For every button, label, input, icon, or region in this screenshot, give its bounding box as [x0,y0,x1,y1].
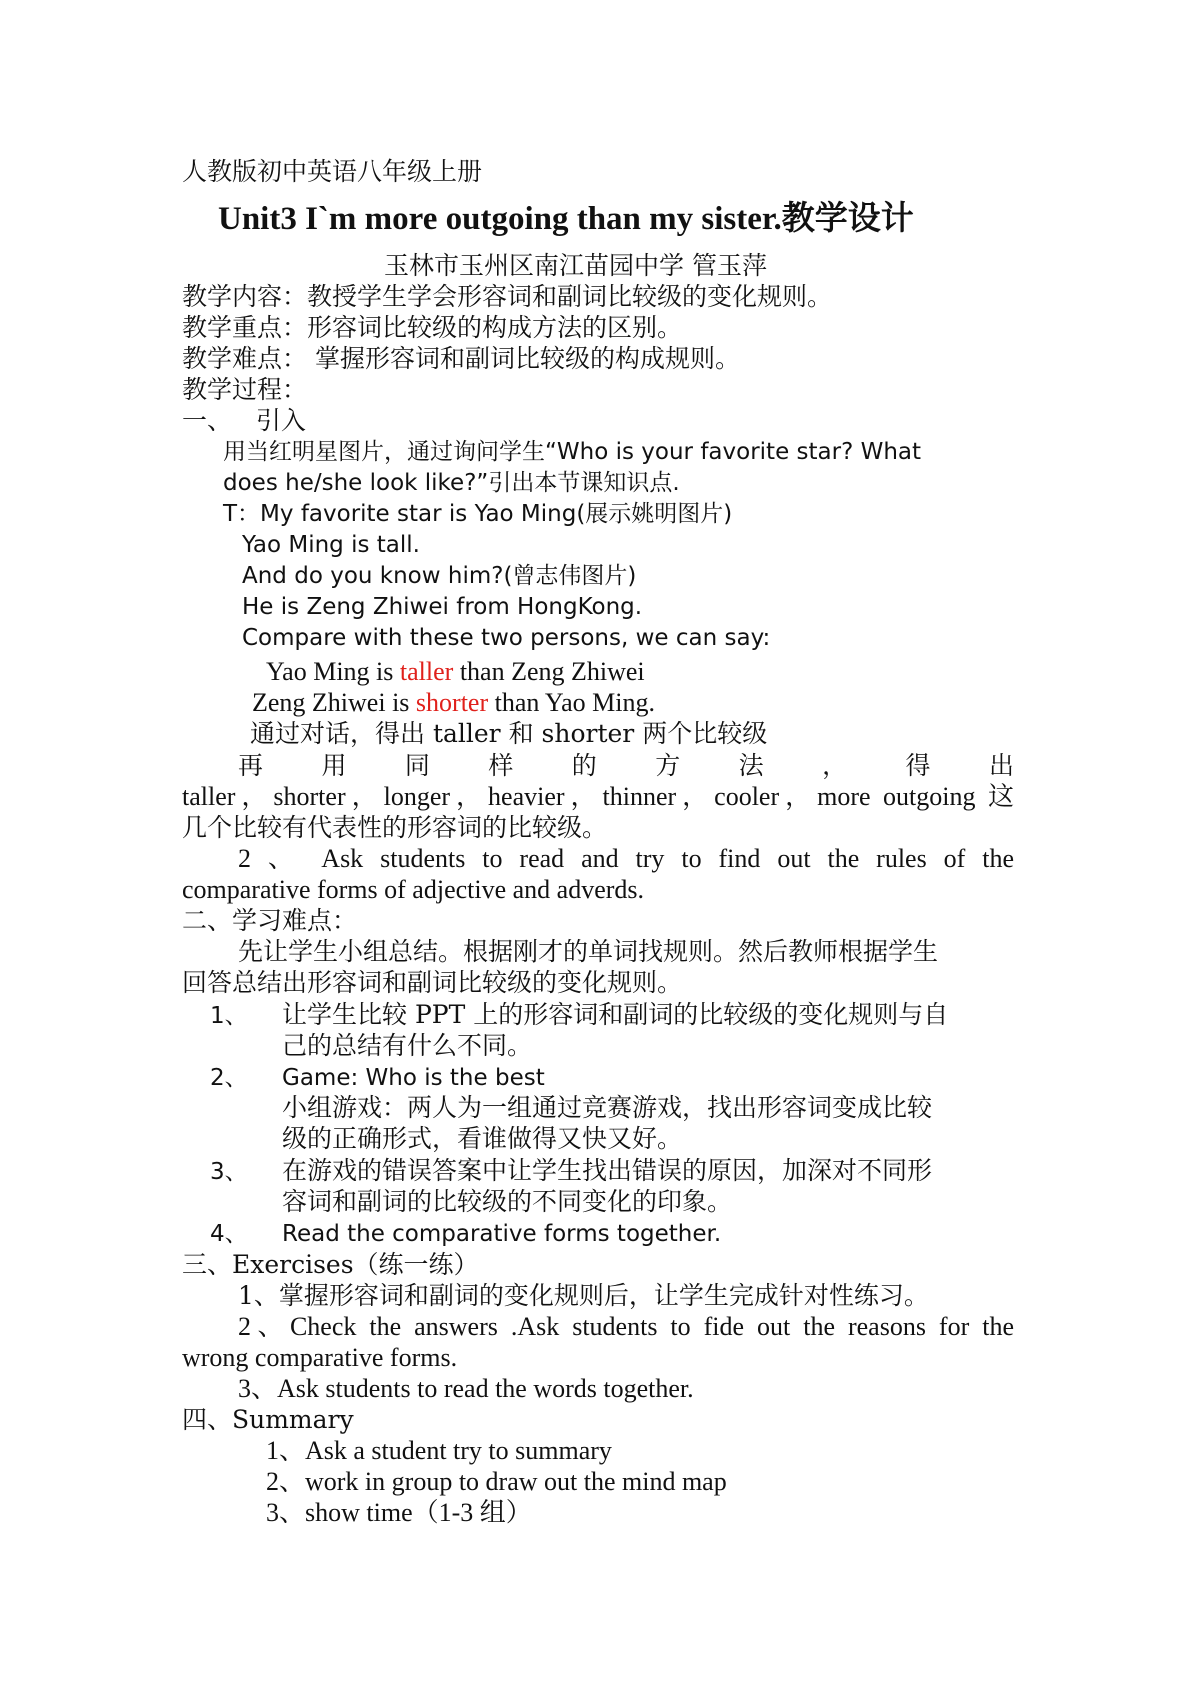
sentence-text: than Yao Ming. [488,688,655,717]
document-title: Unit3 I`m more outgoing than my sister.教学设计 [218,201,914,237]
item-text: 容词和副词的比较级的不同变化的印象。 [282,1187,733,1216]
section-2-line: 回答总结出形容词和副词比较级的变化规则。 [182,968,683,997]
section-1-line: comparative forms of adjective and adverds. [182,875,645,904]
sentence-text: than Zeng Zhiwei [453,657,645,686]
section-3-line: 1、掌握形容词和副词的变化规则后，让学生完成针对性练习。 [238,1281,929,1310]
teaching-difficulty: 教学难点： 掌握形容词和副词比较级的构成规则。 [182,344,740,373]
item-number: 3、 [210,1159,248,1185]
sentence-text: Yao Ming is [266,657,400,686]
section-4-line: 2、work in group to draw out the mind map [266,1467,727,1496]
section-2-line: 先让学生小组总结。根据刚才的单词找规则。然后教师根据学生 [238,937,939,966]
section-1-line: 再 用 同 样 的 方 法 ， 得 出 [238,751,1014,780]
teaching-focus: 教学重点：形容词比较级的构成方法的区别。 [182,313,683,342]
author-line: 玉林市玉州区南江苗园中学 管玉萍 [384,251,767,280]
document-header: 人教版初中英语八年级上册 [182,157,483,186]
teaching-content: 教学内容：教授学生学会形容词和副词比较级的变化规则。 [182,282,833,311]
comparison-sentence-shorter [252,687,655,718]
section-2-item [210,1155,932,1188]
section-2-item [210,1217,721,1250]
comparison-sentence-taller [266,656,645,687]
section-1-heading: 一、 引入 [182,406,306,435]
section-4-heading: 四、Summary [182,1405,354,1434]
section-1-line: Yao Ming is tall. [242,532,420,558]
section-4-line: 1、Ask a student try to summary [266,1436,612,1465]
highlight-word-taller: taller [399,657,454,686]
section-3-heading: 三、Exercises（练一练） [182,1250,479,1279]
sentence-text: Zeng Zhiwei is [252,688,416,717]
section-2-heading: 二、学习难点： [182,906,358,935]
section-2-item [210,999,948,1032]
item-number: 4、 [210,1221,248,1247]
item-text: Read the comparative forms together. [282,1221,722,1247]
section-1-line: Compare with these two persons, we can say: [242,625,771,651]
item-text: Game: Who is the best [282,1065,545,1091]
section-1-line: T：My favorite star is Yao Ming(展示姚明图片) [223,501,733,527]
section-1-line: 通过对话，得出 taller 和 shorter 两个比较级 [250,719,768,748]
section-3-line: 3、Ask students to read the words together. [238,1374,694,1403]
teaching-process-heading: 教学过程： [182,375,308,404]
section-1-line: taller，shorter，longer，heavier，thinner，cooler，more outgoing 这 [182,782,1014,811]
item-number: 2、 [210,1065,248,1091]
section-1-line: He is Zeng Zhiwei from HongKong. [242,594,643,620]
section-2-item [210,1061,545,1094]
section-1-line: 2 、 Ask students to read and try to find out the rules of the [238,844,1014,873]
highlight-word-shorter: shorter [415,688,489,717]
item-text: 在游戏的错误答案中让学生找出错误的原因，加深对不同形 [282,1156,933,1185]
section-4-line: 3、show time（1-3 组） [266,1498,532,1527]
item-text: 己的总结有什么不同。 [282,1031,533,1060]
section-1-line: does he/she look like?”引出本节课知识点. [223,470,680,496]
item-text: 级的正确形式，看谁做得又快又好。 [282,1124,683,1153]
section-3-line: 2、Check the answers .Ask students to fide out the reasons for the [238,1312,1014,1341]
section-1-line: 用当红明星图片，通过询问学生“Who is your favorite star? What [223,439,922,465]
item-text: 让学生比较 PPT 上的形容词和副词的比较级的变化规则与自 [282,1000,949,1029]
section-1-line: 几个比较有代表性的形容词的比较级。 [182,813,608,842]
item-text: 小组游戏：两人为一组通过竞赛游戏，找出形容词变成比较 [282,1093,933,1122]
item-number: 1、 [210,1003,248,1029]
section-3-line: wrong comparative forms. [182,1343,458,1372]
section-1-line: And do you know him?(曾志伟图片) [242,563,637,589]
